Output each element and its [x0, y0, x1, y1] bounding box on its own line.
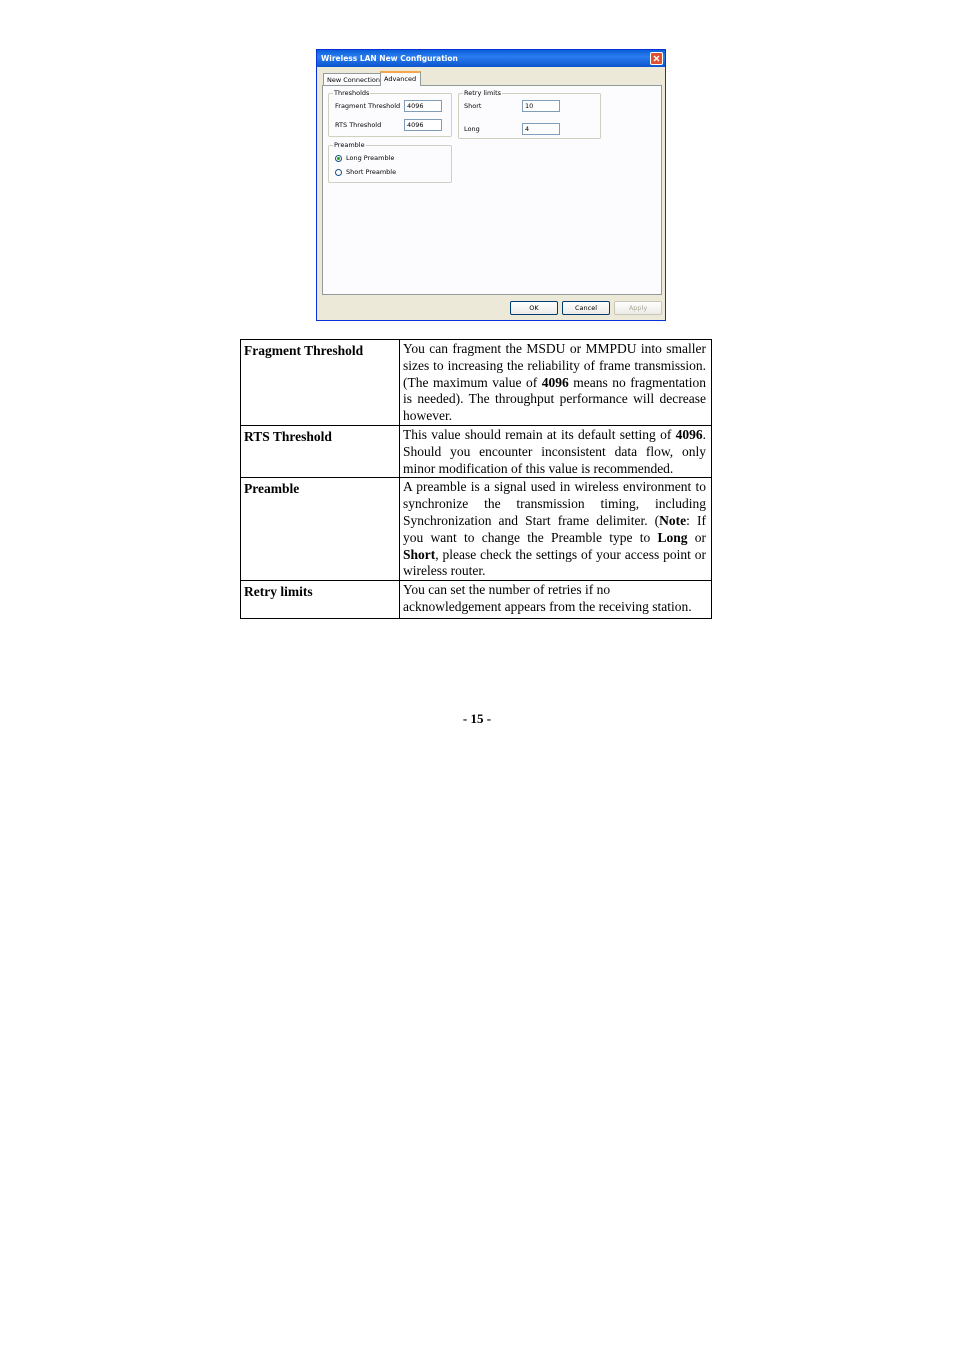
thresholds-group: [328, 89, 452, 137]
definition-rts-threshold: This value should remain at its default setting of 4096. Should you encounter inconsistent data flow, only minor modification of this value is recommended.: [400, 425, 712, 477]
dialog-title: Wireless LAN New Configuration: [321, 54, 458, 63]
term-retry-limits: Retry limits: [241, 581, 400, 619]
retry-short-label: Short: [464, 102, 482, 110]
fragment-threshold-input[interactable]: 4096: [404, 100, 442, 112]
retry-short-input[interactable]: 10: [522, 100, 560, 112]
rts-threshold-label: RTS Threshold: [335, 121, 382, 129]
page-number: - 15 -: [462, 711, 492, 726]
settings-description-table: [240, 339, 712, 619]
definition-retry-limits: You can set the number of retries if no acknowledgement appears from the receiving station.: [400, 581, 712, 619]
definition-fragment-threshold: You can fragment the MSDU or MMPDU into smaller sizes to increasing the reliability of frame transmission. (The maximum value of 4096 means no fragmentation is needed). The throughput performance will decrease however.: [400, 340, 712, 426]
term-preamble: Preamble: [241, 478, 400, 581]
term-rts-threshold: RTS Threshold: [241, 425, 400, 477]
thresholds-legend: Thresholds: [334, 89, 370, 97]
advanced-tab-panel: [322, 85, 662, 295]
retry-long-label: Long: [464, 125, 480, 133]
tab-advanced[interactable]: Advanced: [380, 71, 421, 86]
tab-new-connection[interactable]: New Connection: [323, 73, 381, 85]
table-row: [241, 581, 712, 619]
term-fragment-threshold: Fragment Threshold: [241, 340, 400, 426]
rts-threshold-input[interactable]: 4096: [404, 119, 442, 131]
preamble-legend: Preamble: [334, 141, 365, 149]
fragment-threshold-label: Fragment Threshold: [335, 102, 401, 110]
long-preamble-label: Long Preamble: [346, 154, 395, 162]
preamble-group: [328, 141, 452, 183]
dialog-titlebar: [317, 50, 665, 67]
retry-limits-legend: Retry limits: [464, 89, 502, 97]
wireless-lan-config-dialog: [316, 49, 666, 321]
short-preamble-radio[interactable]: [335, 169, 342, 176]
cancel-button[interactable]: Cancel: [562, 301, 610, 315]
apply-button[interactable]: Apply: [614, 301, 662, 315]
retry-limits-group: [458, 89, 601, 139]
retry-long-input[interactable]: 4: [522, 123, 560, 135]
table-row: [241, 425, 712, 477]
ok-button[interactable]: OK: [510, 301, 558, 315]
close-icon[interactable]: [650, 52, 663, 65]
table-row: [241, 478, 712, 581]
table-row: [241, 340, 712, 426]
long-preamble-radio[interactable]: [335, 155, 342, 162]
definition-preamble: A preamble is a signal used in wireless environment to synchronize the transmission timing, including Synchronization and Start frame delimiter. (Note: If you want to change the Preamble type to Long or Short, please check the settings of your access point or wireless router.: [400, 478, 712, 581]
short-preamble-label: Short Preamble: [346, 168, 397, 176]
